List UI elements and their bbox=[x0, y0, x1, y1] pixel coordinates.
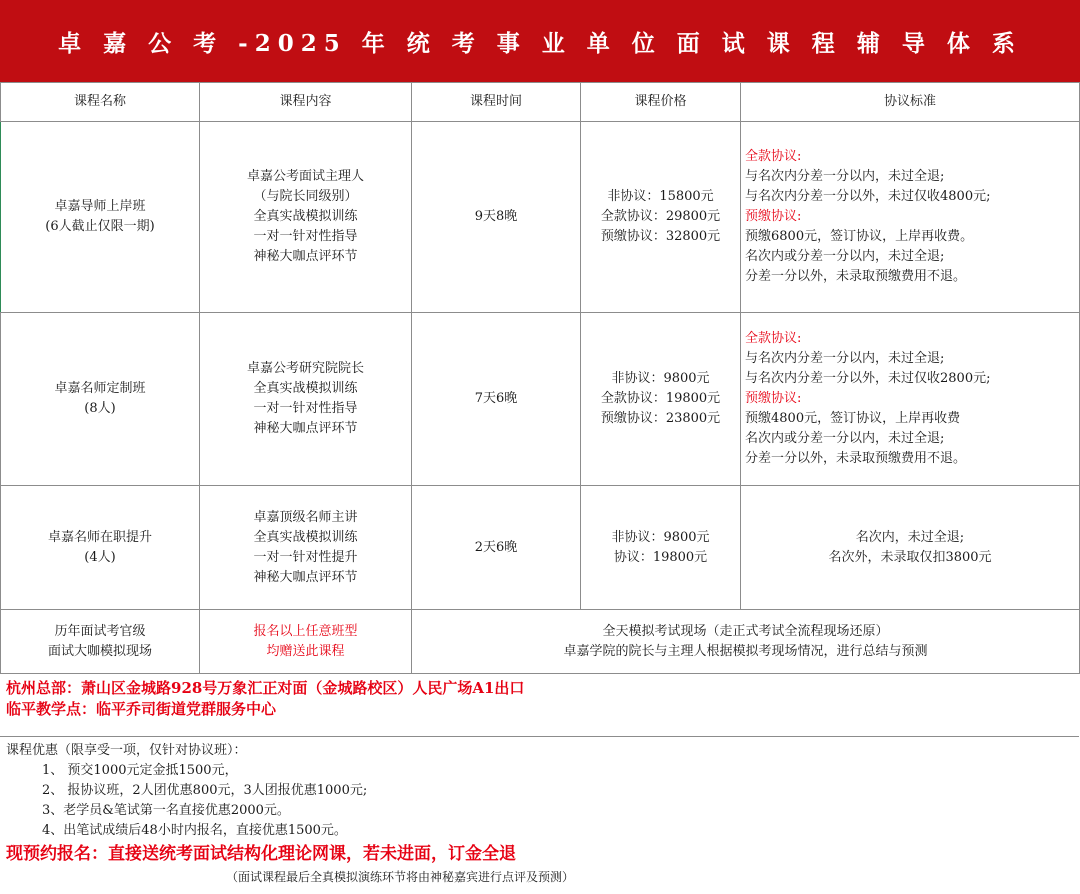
agreement-line: 预缴6800元，签订协议，上岸再收费。 bbox=[745, 229, 974, 244]
course-size: (8人) bbox=[84, 401, 116, 416]
mock-exam-row bbox=[1, 610, 1080, 674]
agreement-heading: 预缴协议: bbox=[745, 209, 802, 224]
course-time: 2天6晚 bbox=[412, 486, 581, 610]
table-row bbox=[1, 313, 1080, 486]
course-name-cell bbox=[1, 313, 200, 486]
mock-exam-desc-cell bbox=[412, 610, 1080, 674]
course-price-cell bbox=[581, 122, 741, 313]
promo-heading: 课程优惠（限享受一项，仅针对协议班）： bbox=[6, 743, 247, 758]
content-line: 卓嘉公考研究院院长 bbox=[246, 361, 364, 376]
content-line: 卓嘉公考面试主理人 bbox=[246, 169, 364, 184]
course-content-cell bbox=[200, 313, 412, 486]
price-line: 非协议：9800元 bbox=[611, 529, 710, 545]
price-line: 非协议：15800元 bbox=[607, 189, 714, 204]
agreement-cell bbox=[741, 122, 1080, 313]
course-content-cell bbox=[200, 486, 412, 610]
agreement-line: 预缴4800元，签订协议，上岸再收费 bbox=[745, 411, 961, 426]
agreement-line: 与名次内分差一分以外，未过仅收4800元; bbox=[745, 189, 991, 204]
course-size: (6人截止仅限一期) bbox=[45, 219, 155, 234]
agreement-cell bbox=[741, 486, 1080, 610]
course-name-cell bbox=[1, 122, 200, 313]
agreement-line: 与名次内分差一分以内，未过全退; bbox=[745, 351, 945, 366]
agreement-cell bbox=[741, 313, 1080, 486]
promo-item: 4、出笔试成绩后48小时内报名，直接优惠1500元。 bbox=[42, 823, 347, 838]
header-course-content: 课程内容 bbox=[200, 83, 412, 122]
header-agreement: 协议标准 bbox=[741, 83, 1080, 122]
table-header-row bbox=[1, 83, 1080, 122]
promo-note: （面试课程最后全真模拟演练环节将由神秘嘉宾进行点评及预测） bbox=[226, 870, 575, 884]
table-row bbox=[1, 122, 1080, 313]
mock-exam-desc: 卓嘉学院的院长与主理人根据模拟考现场情况，进行总结与预测 bbox=[563, 643, 928, 659]
content-line: 全真实战模拟训练 bbox=[253, 529, 358, 545]
course-content-cell bbox=[200, 122, 412, 313]
price-line: 预缴协议：23800元 bbox=[600, 411, 721, 426]
address-hq: 杭州总部：萧山区金城路928号万象汇正对面（金城路校区）人民广场A1出口 bbox=[6, 679, 525, 697]
header-course-price: 课程价格 bbox=[581, 83, 741, 122]
agreement-line: 名次内或分差一分以内，未过全退; bbox=[745, 431, 945, 446]
address-linping: 临平教学点：临平乔司街道党群服务中心 bbox=[6, 700, 277, 718]
content-line: 全真实战模拟训练 bbox=[253, 381, 358, 396]
course-price-cell bbox=[581, 313, 741, 486]
course-size: (4人) bbox=[84, 549, 116, 565]
promo-item: 2、 报协议班，2人团优惠800元，3人团报优惠1000元; bbox=[42, 783, 368, 798]
course-time: 9天8晚 bbox=[412, 122, 581, 313]
course-name: 卓嘉导师上岸班 bbox=[54, 199, 146, 214]
agreement-heading: 全款协议: bbox=[745, 149, 802, 164]
content-line: 一对一针对性指导 bbox=[253, 401, 358, 416]
course-time: 7天6晚 bbox=[412, 313, 581, 486]
course-name-cell bbox=[1, 486, 200, 610]
content-line: 全真实战模拟训练 bbox=[253, 209, 358, 224]
course-name: 卓嘉名师在职提升 bbox=[47, 529, 152, 545]
content-line: 神秘大咖点评环节 bbox=[253, 421, 358, 436]
agreement-line: 与名次内分差一分以外，未过仅收2800元; bbox=[745, 371, 991, 386]
content-line: 神秘大咖点评环节 bbox=[253, 249, 358, 264]
price-line: 全款协议：19800元 bbox=[600, 391, 721, 406]
header-course-name: 课程名称 bbox=[1, 83, 200, 122]
mock-exam-gift-cell bbox=[200, 610, 412, 674]
agreement-heading: 预缴协议: bbox=[745, 391, 802, 406]
mock-exam-desc: 全天模拟考试现场（走正式考试全流程现场还原） bbox=[602, 623, 889, 639]
header-course-time: 课程时间 bbox=[412, 83, 581, 122]
mock-exam-name: 历年面试考官级 bbox=[54, 623, 146, 639]
promo-item: 1、 预交1000元定金抵1500元， bbox=[42, 763, 238, 778]
content-line: 神秘大咖点评环节 bbox=[253, 569, 358, 585]
agreement-line: 名次内，未过全退; bbox=[855, 529, 965, 545]
content-line: 一对一针对性提升 bbox=[253, 549, 358, 565]
gift-line: 均赠送此课程 bbox=[266, 643, 345, 659]
course-name: 卓嘉名师定制班 bbox=[54, 381, 146, 396]
course-price-cell bbox=[581, 486, 741, 610]
agreement-line: 名次外，未录取仅扣3800元 bbox=[828, 549, 992, 565]
table-row bbox=[1, 486, 1080, 610]
agreement-line: 与名次内分差一分以内，未过全退; bbox=[745, 169, 945, 184]
course-table bbox=[0, 82, 1080, 674]
content-line: （与院长同级别） bbox=[253, 189, 358, 204]
signup-cta: 现预约报名：直接送统考面试结构化理论网课，若未进面，订金全退 bbox=[6, 844, 516, 864]
address-block bbox=[0, 675, 1079, 737]
agreement-line: 分差一分以外，未录取预缴费用不退。 bbox=[745, 451, 967, 466]
mock-exam-name-cell bbox=[1, 610, 200, 674]
price-line: 全款协议：29800元 bbox=[600, 209, 721, 224]
price-line: 协议：19800元 bbox=[613, 549, 708, 565]
agreement-line: 分差一分以外，未录取预缴费用不退。 bbox=[745, 269, 967, 284]
page-title: 卓 嘉 公 考 -2025 年 统 考 事 业 单 位 面 试 课 程 辅 导 体 系 bbox=[0, 0, 1080, 82]
mock-exam-name: 面试大咖模拟现场 bbox=[47, 643, 152, 659]
price-line: 预缴协议：32800元 bbox=[600, 229, 721, 244]
promo-block bbox=[0, 737, 1079, 894]
agreement-line: 名次内或分差一分以内，未过全退; bbox=[745, 249, 945, 264]
promo-item: 3、老学员&笔试第一名直接优惠2000元。 bbox=[42, 803, 290, 818]
price-line: 非协议：9800元 bbox=[611, 371, 710, 386]
agreement-heading: 全款协议: bbox=[745, 331, 802, 346]
content-line: 一对一针对性指导 bbox=[253, 229, 358, 244]
gift-line: 报名以上任意班型 bbox=[253, 623, 358, 639]
content-line: 卓嘉顶级名师主讲 bbox=[253, 509, 358, 525]
